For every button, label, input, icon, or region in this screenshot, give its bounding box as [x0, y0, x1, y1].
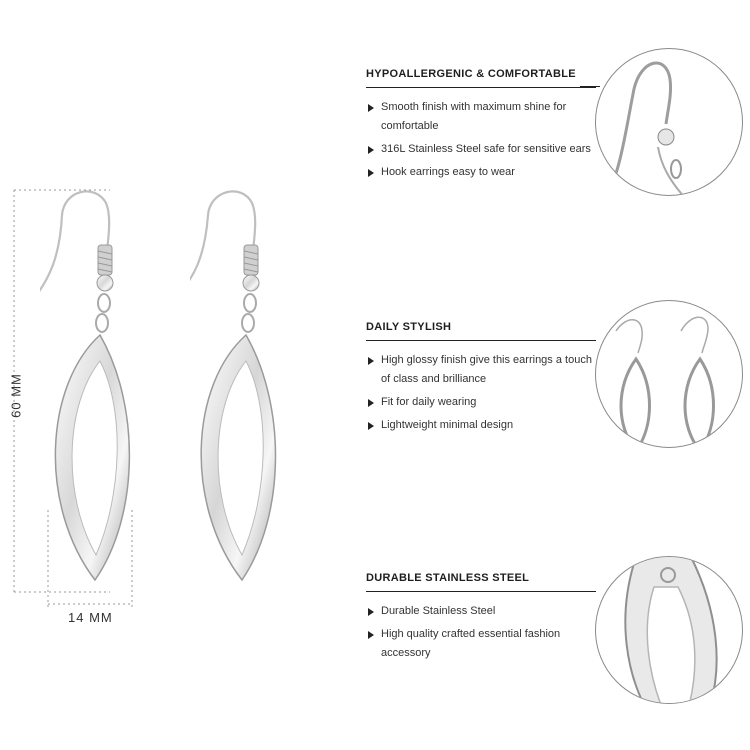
list-item: Smooth finish with maximum shine for comfortable — [366, 98, 596, 136]
detail-circle-steel — [595, 556, 743, 704]
list-item: Hook earrings easy to wear — [366, 163, 596, 182]
section-title: HYPOALLERGENIC & COMFORTABLE — [366, 68, 596, 88]
list-item: Fit for daily wearing — [366, 393, 596, 412]
steel-closeup-graphic — [596, 557, 742, 703]
feature-section-daily-stylish — [366, 321, 596, 439]
list-item: High quality crafted essential fashion accessory — [366, 625, 596, 663]
feature-section-durable-steel — [366, 572, 596, 667]
arrow-right-icon — [368, 631, 374, 639]
arrow-right-icon — [368, 146, 374, 154]
arrow-right-icon — [368, 104, 374, 112]
feature-list — [366, 98, 596, 182]
hook-closeup-graphic — [596, 49, 742, 195]
section-connector — [580, 86, 600, 87]
earring-right — [190, 185, 300, 605]
earring-right-graphic — [190, 185, 300, 605]
list-item: High glossy finish give this earrings a touch of class and brilliance — [366, 351, 596, 389]
arrow-right-icon — [368, 357, 374, 365]
feature-list — [366, 602, 596, 663]
section-title: DAILY STYLISH — [366, 321, 596, 341]
feature-section-hypoallergenic — [366, 68, 596, 186]
height-dimension-label: 60 MM — [8, 373, 24, 418]
section-title: DURABLE STAINLESS STEEL — [366, 572, 596, 592]
list-item: Lightweight minimal design — [366, 416, 596, 435]
arrow-right-icon — [368, 608, 374, 616]
feature-list — [366, 351, 596, 435]
arrow-right-icon — [368, 422, 374, 430]
detail-circle-hook — [595, 48, 743, 196]
width-dimension-label: 14 MM — [68, 610, 113, 625]
pair-closeup-graphic — [596, 301, 742, 447]
list-item: Durable Stainless Steel — [366, 602, 596, 621]
arrow-right-icon — [368, 399, 374, 407]
earring-left — [40, 185, 150, 605]
list-item: 316L Stainless Steel safe for sensitive ears — [366, 140, 596, 159]
arrow-right-icon — [368, 169, 374, 177]
detail-circle-pair — [595, 300, 743, 448]
earring-left-graphic — [40, 185, 150, 605]
